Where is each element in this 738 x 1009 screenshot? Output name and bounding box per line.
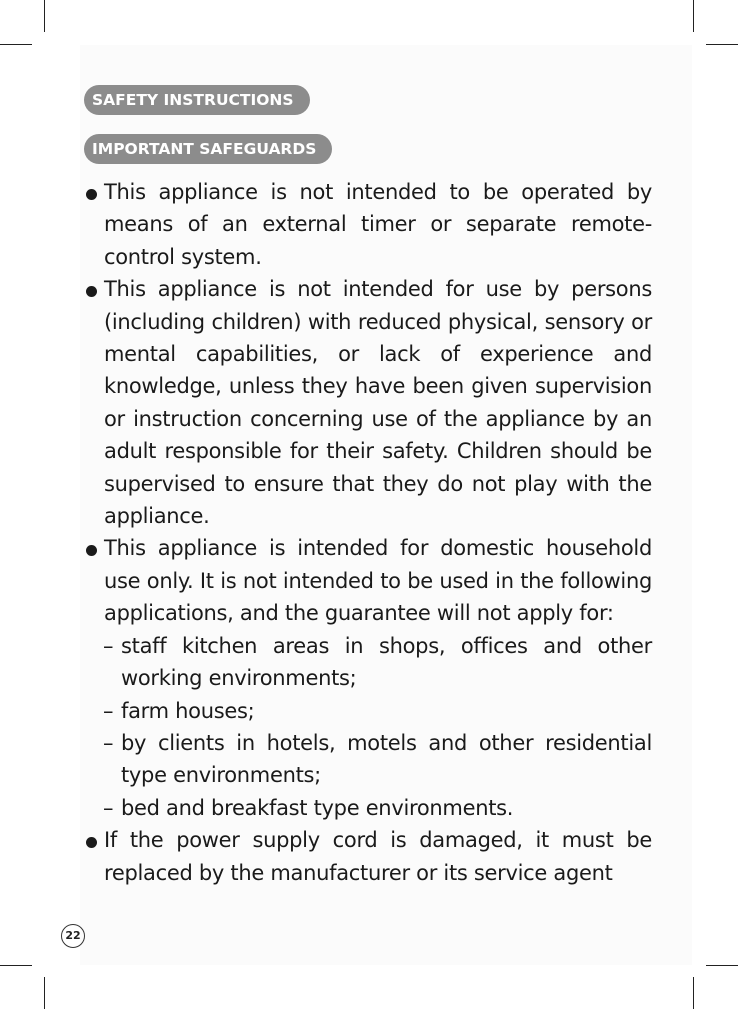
bullet-icon	[86, 545, 97, 556]
dash-marker: –	[103, 795, 114, 820]
list-item	[84, 176, 652, 273]
crop-mark	[706, 965, 738, 966]
sub-list-item-text: by clients in hotels, motels and other residential type environments;	[121, 730, 652, 788]
crop-mark	[0, 965, 32, 966]
sub-list-item-text: staff kitchen areas in shops, offices and other working environments;	[121, 633, 652, 691]
crop-mark	[0, 44, 32, 45]
sub-list-item-text: bed and breakfast type environments.	[121, 795, 514, 820]
dash-marker: –	[103, 730, 114, 755]
list-item-text: This appliance is intended for domestic household use only. It is not intended to be used in the following applications, and the guarantee will not apply for:	[104, 536, 652, 626]
sub-list-item	[84, 727, 652, 792]
dash-marker: –	[103, 633, 114, 658]
subsection-header: IMPORTANT SAFEGUARDS	[84, 134, 332, 164]
bullet-icon	[86, 837, 97, 848]
sub-list-item	[84, 792, 652, 824]
crop-mark	[706, 44, 738, 45]
sub-list-item-text: farm houses;	[121, 698, 255, 723]
sub-list-item	[84, 695, 652, 727]
section-header: SAFETY INSTRUCTIONS	[84, 85, 310, 115]
page-number: 22	[61, 924, 85, 948]
crop-mark	[44, 0, 45, 32]
crop-mark	[693, 977, 694, 1009]
crop-mark	[44, 977, 45, 1009]
instructions-list	[84, 176, 652, 889]
list-item-text: If the power supply cord is damaged, it must be replaced by the manufacturer or its service agent	[104, 828, 652, 885]
bullet-icon	[86, 286, 97, 297]
bullet-icon	[86, 189, 97, 200]
list-item-text: This appliance is not intended for use by persons (including children) with reduced physical, sensory or mental capabilities, or lack of experience and knowledge, unless they have been given supervision or instruction concerning use of the appliance by an adult responsible for their safety. Children should be supervised to ensure that they do not play with the appliance.	[104, 277, 652, 529]
crop-mark	[693, 0, 694, 32]
dash-marker: –	[103, 698, 114, 723]
list-item	[84, 273, 652, 532]
sub-list-item	[84, 630, 652, 695]
list-item	[84, 824, 652, 889]
list-item	[84, 532, 652, 629]
list-item-text: This appliance is not intended to be operated by means of an external timer or separate remote-control system.	[104, 180, 652, 269]
